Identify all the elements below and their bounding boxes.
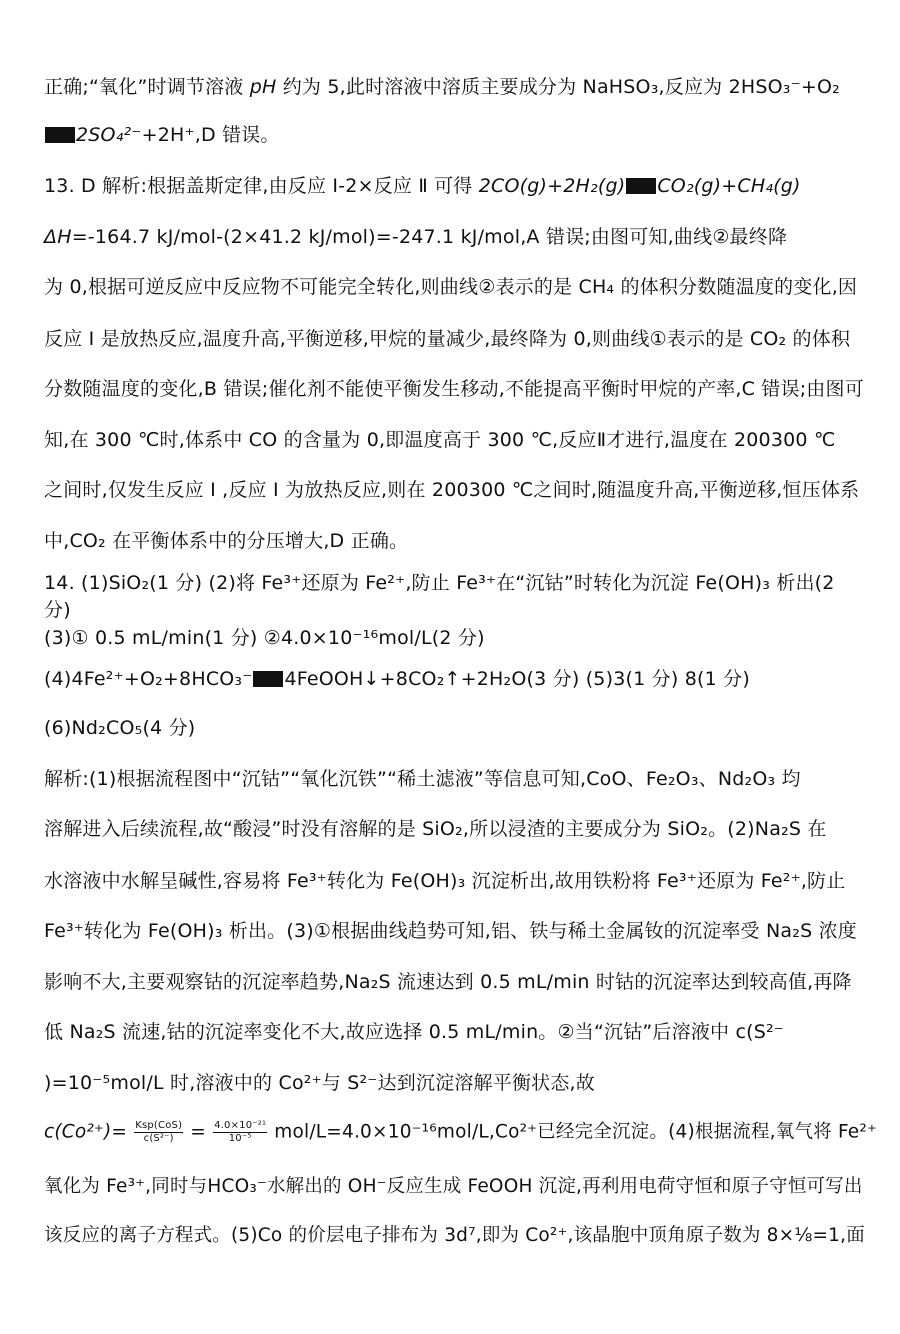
text-line-1: 正确;“氧化”时调节溶液 pH 约为 5,此时溶液中溶质主要成分为 NaHSO₃,反应为 2HSO₃⁻+O₂ [44,76,840,98]
text-line-24: 氧化为 Fe³⁺,同时与HCO₃⁻水解出的 OH⁻反应生成 FeOOH 沉淀,再利用电荷守恒和原子守恒可写出 [44,1176,863,1197]
text-line-18: 水溶液中水解呈碱性,容易将 Fe³⁺转化为 Fe(OH)₃ 沉淀析出,故用铁粉将 Fe³⁺还原为 Fe²⁺,防止 [44,870,846,892]
text-line-20: 影响不大,主要观察钴的沉淀率趋势,Na₂S 流速达到 0.5 mL/min 时钴的沉淀率达到较高值,再降 [44,971,852,993]
text-line-14: (4)4Fe²⁺+O₂+8HCO₃⁻ 4FeOOH↓+8CO₂↑+2H₂O(3 分) (5)3(1 分) 8(1 分) [44,668,750,690]
text-line-4: ΔH=-164.7 kJ/mol-(2×41.2 kJ/mol)=-247.1 kJ/mol,A 错误;由图可知,曲线②最终降 [44,226,788,248]
value-fraction: $\frac{\text{4.0×10⁻²¹}}{\text{10⁻⁵}}$ [214,1120,267,1144]
ksp-fraction: $\frac{\text{Ksp(CoS)}}{\text{c(S²⁻)}}$ [135,1120,183,1144]
redaction-mark [253,671,283,687]
redaction-mark [45,127,75,143]
text-line-2: 2SO₄²⁻+2H⁺,D 错误。 [44,123,280,147]
text-line-11: 14. (1)SiO₂(1 分) (2)将 Fe³⁺还原为 Fe²⁺,防止 Fe³⁺在“沉钴”时转化为沉淀 Fe(OH)₃ 析出(2 [44,572,835,594]
redaction-mark [626,178,656,194]
text-line-21: 低 Na₂S 流速,钴的沉淀率变化不大,故应选择 0.5 mL/min。②当“沉钴”后溶液中 c(S²⁻ [44,1021,785,1043]
text-line-17: 溶解进入后续流程,故“酸浸”时没有溶解的是 SiO₂,所以浸渣的主要成分为 SiO₂。(2)Na₂S 在 [44,818,827,840]
text-line-9: 之间时,仅发生反应 I ,反应 I 为放热反应,则在 200300 ℃之间时,随温度升高,平衡逆移,恒压体系 [44,479,860,501]
text-line-16: 解析:(1)根据流程图中“沉钴”“氧化沉铁”“稀土滤液”等信息可知,CoO、Fe₂O₃、Nd₂O₃ 均 [44,768,801,790]
text-line-12: 分) [44,599,71,621]
text-line-22: )=10⁻⁵mol/L 时,溶液中的 Co²⁺与 S²⁻达到沉淀溶解平衡状态,故 [44,1072,595,1094]
text-line-7: 分数随温度的变化,B 错误;催化剂不能使平衡发生移动,不能提高平衡时甲烷的产率,C 错误;由图可 [44,378,864,400]
text-line-3: 13. D 解析:根据盖斯定律,由反应 Ⅰ-2×反应 Ⅱ 可得 2CO(g)+2H₂(g) CO₂(g)+CH₄(g) [44,175,801,197]
text-line-8: 知,在 300 ℃时,体系中 CO 的含量为 0,即温度高于 300 ℃,反应Ⅱ才进行,温度在 200300 ℃ [44,429,836,451]
text-line-19: Fe³⁺转化为 Fe(OH)₃ 析出。(3)①根据曲线趋势可知,铝、铁与稀土金属钕的沉淀率受 Na₂S 浓度 [44,920,857,942]
text-line-6: 反应 I 是放热反应,温度升高,平衡逆移,甲烷的量减少,最终降为 0,则曲线①表示的是 CO₂ 的体积 [44,328,851,350]
text-line-23: c(Co²⁺)= $\frac{\text{Ksp(CoS)}}{\text{c(S²⁻)}}$ = $\frac{\text{4.0×10⁻²¹}}{\text{10⁻⁵}}$ mol/L=4.0×10⁻¹⁶mol/L,Co²⁺已经完全沉淀。(4)根据流程,氧气将 Fe²⁺ [44,1120,877,1144]
text-line-10: 中,CO₂ 在平衡体系中的分压增大,D 正确。 [44,530,409,552]
text-line-13: (3)① 0.5 mL/min(1 分) ②4.0×10⁻¹⁶mol/L(2 分) [44,627,485,649]
text-line-5: 为 0,根据可逆反应中反应物不可能完全转化,则曲线②表示的是 CH₄ 的体积分数随温度的变化,因 [44,276,858,298]
text-line-25: 该反应的离子方程式。(5)Co 的价层电子排布为 3d⁷,即为 Co²⁺,该晶胞中顶角原子数为 8×⅛=1,面 [44,1225,865,1246]
text-line-15: (6)Nd₂CO₅(4 分) [44,717,196,739]
